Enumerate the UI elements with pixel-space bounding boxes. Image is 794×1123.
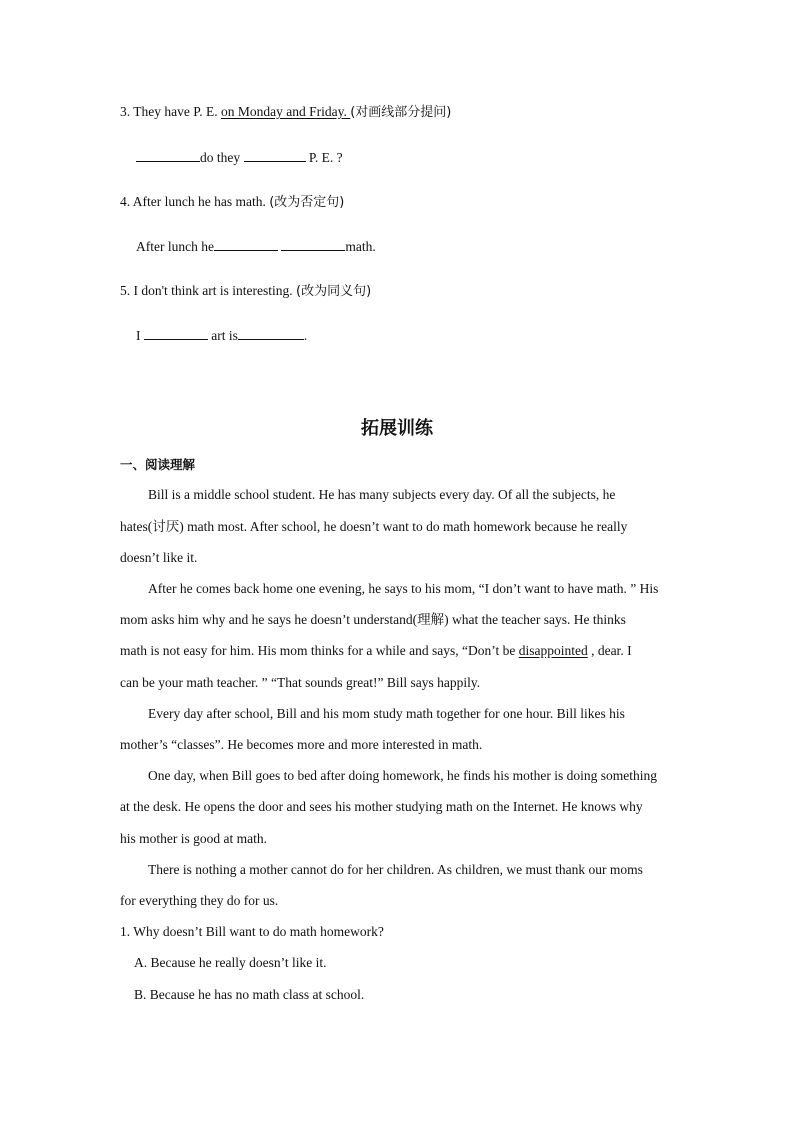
- option-a[interactable]: A. Because he really doesn’t like it.: [134, 955, 327, 970]
- paragraph-text: , dear. I: [587, 643, 632, 658]
- reading-question-1: 1. Why doesn’t Bill want to do math homework?: [120, 924, 384, 939]
- paragraph-line: hates(讨厌) math most. After school, he doesn’t want to do math homework because he really: [120, 519, 628, 534]
- paragraph-line: mom asks him why and he says he doesn’t understand(理解) what the teacher says. He thinks: [120, 612, 626, 627]
- paragraph-line: Every day after school, Bill and his mom study math together for one hour. Bill likes his: [148, 706, 625, 721]
- answer-text: math.: [345, 239, 376, 254]
- answer-blank[interactable]: [136, 148, 200, 162]
- answer-blank[interactable]: [214, 237, 278, 251]
- question-4: [120, 193, 344, 212]
- paragraph-line: doesn’t like it.: [120, 550, 198, 565]
- question-text: They have P. E.: [133, 104, 221, 119]
- answer-text: P. E. ?: [305, 150, 343, 165]
- paragraph-line: can be your math teacher. ” “That sounds great!” Bill says happily.: [120, 675, 481, 690]
- question-5-answer: [136, 326, 307, 345]
- answer-blank[interactable]: [281, 237, 345, 251]
- question-instruction: (对画线部分提问): [350, 105, 452, 120]
- answer-blank[interactable]: [244, 148, 306, 162]
- paragraph-line: for everything they do for us.: [120, 893, 279, 908]
- underlined-word: disappointed: [518, 643, 588, 658]
- paragraph-line: at the desk. He opens the door and sees his mother studying math on the Internet. He knows why: [120, 799, 643, 814]
- option-b[interactable]: B. Because he has no math class at school.: [134, 987, 365, 1002]
- question-4-answer: [136, 237, 376, 256]
- section-title: 拓展训练: [361, 418, 433, 439]
- answer-text: After lunch he: [136, 239, 214, 254]
- paragraph-line: mother’s “classes”. He becomes more and more interested in math.: [120, 737, 483, 752]
- question-text: 4. After lunch he has math.: [120, 194, 270, 209]
- paragraph-text: math is not easy for him. His mom thinks for a while and says, “Don’t be: [120, 643, 519, 658]
- underlined-phrase: on Monday and Friday.: [221, 104, 351, 119]
- paragraph-line: One day, when Bill goes to bed after doing homework, he finds his mother is doing something: [148, 768, 658, 783]
- question-number: 3.: [120, 104, 131, 119]
- question-3-answer: [136, 148, 343, 167]
- question-5: [120, 282, 371, 301]
- paragraph-line: After he comes back home one evening, he says to his mom, “I don’t want to have math. ” His: [148, 581, 659, 596]
- question-instruction: (改为否定句): [269, 195, 345, 210]
- question-3: [120, 103, 451, 122]
- answer-text: do they: [200, 150, 244, 165]
- answer-blank[interactable]: [144, 326, 208, 340]
- paragraph-line: [120, 642, 632, 660]
- reading-heading: 一、阅读理解: [120, 457, 196, 472]
- paragraph-line: There is nothing a mother cannot do for her children. As children, we must thank our moms: [148, 862, 643, 877]
- answer-text: .: [303, 328, 308, 343]
- paragraph-line: his mother is good at math.: [120, 831, 267, 846]
- question-instruction: (改为同义句): [296, 284, 372, 299]
- answer-blank[interactable]: [238, 326, 304, 340]
- answer-text: I: [136, 328, 144, 343]
- paragraph-line: Bill is a middle school student. He has many subjects every day. Of all the subjects, he: [148, 487, 616, 502]
- answer-text: art is: [207, 328, 238, 343]
- question-text: 5. I don't think art is interesting.: [120, 283, 297, 298]
